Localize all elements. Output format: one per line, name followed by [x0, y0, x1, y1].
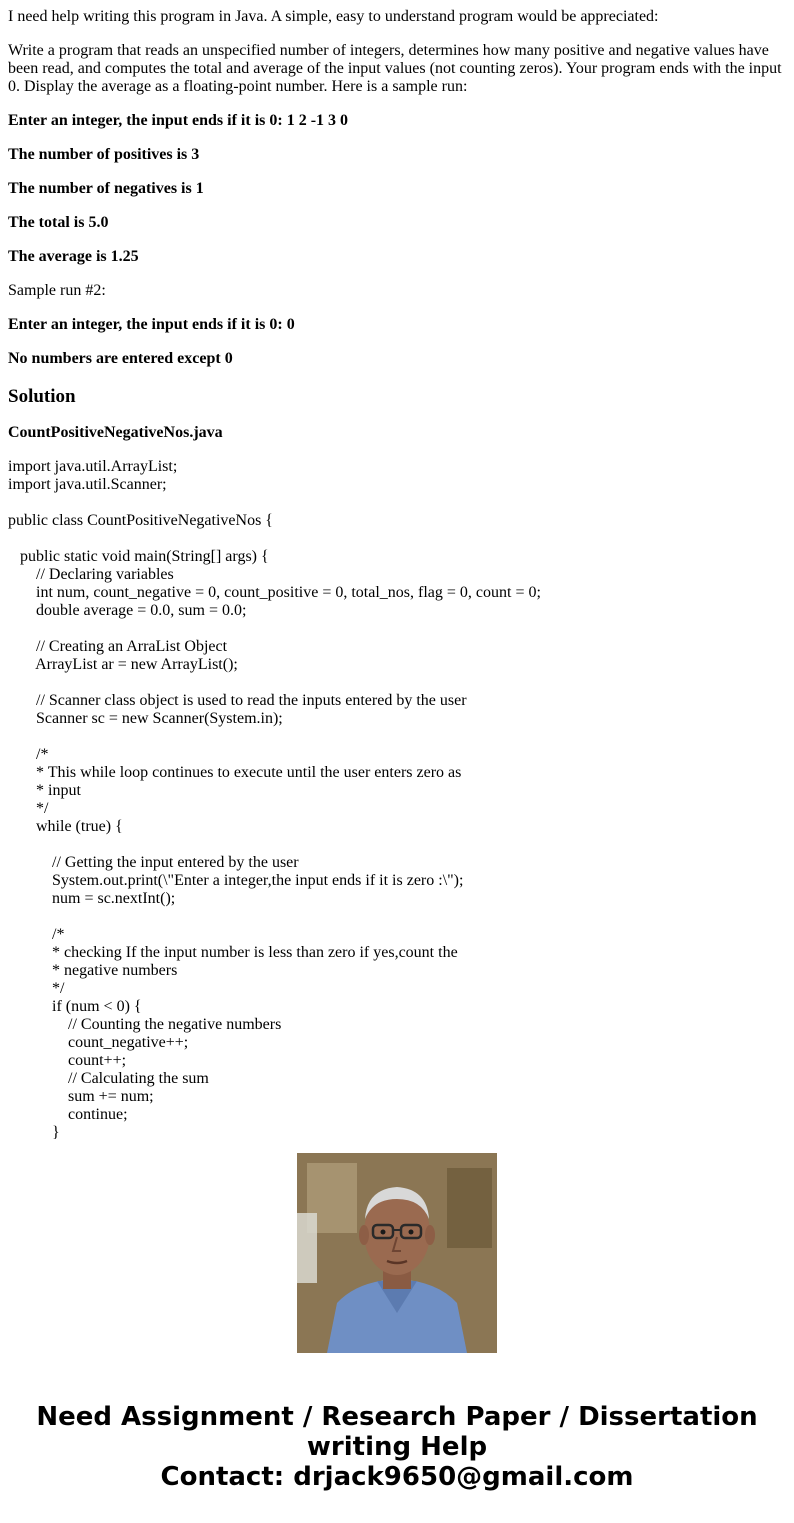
code-line: // Declaring variables [8, 566, 174, 583]
code-line: num = sc.nextInt(); [8, 890, 176, 907]
code-line: * checking If the input number is less than zero if yes,count the [8, 944, 458, 961]
code-line: // Counting the negative numbers [8, 1016, 282, 1033]
code-line: */ [8, 980, 65, 997]
code-line: continue; [8, 1106, 128, 1123]
code-line [8, 620, 786, 638]
sample1-line: The number of positives is 3 [8, 146, 200, 163]
document-body [8, 8, 786, 1141]
code-block [8, 458, 786, 1141]
footer-line: writing Help [306, 1432, 488, 1462]
code-line: */ [8, 800, 49, 817]
code-line: if (num < 0) { [8, 998, 142, 1015]
code-line: * negative numbers [8, 962, 178, 979]
sample2-line: Enter an integer, the input ends if it is 0: 0 [8, 316, 295, 333]
footer-contact: Contact: drjack9650@gmail.com [160, 1462, 634, 1492]
code-line: /* [8, 746, 49, 763]
code-line: ArrayList ar = new ArrayList(); [8, 656, 238, 673]
sample2-line: No numbers are entered except 0 [8, 350, 233, 367]
code-line: while (true) { [8, 818, 123, 835]
code-line: double average = 0.0, sum = 0.0; [8, 602, 247, 619]
footer-line: Need Assignment / Research Paper / Dissertation [36, 1402, 758, 1432]
code-line [8, 728, 786, 746]
code-line: public static void main(String[] args) { [8, 548, 269, 565]
question-intro: I need help writing this program in Java. A simple, easy to understand program would be appreciated: [8, 8, 659, 25]
code-line [8, 908, 786, 926]
code-line: Scanner sc = new Scanner(System.in); [8, 710, 283, 727]
code-line [8, 494, 786, 512]
sample1-line: The total is 5.0 [8, 214, 109, 231]
footer-banner [0, 1402, 794, 1492]
code-line: import java.util.Scanner; [8, 476, 167, 493]
solution-filename: CountPositiveNegativeNos.java [8, 424, 223, 441]
sample1-line: The number of negatives is 1 [8, 180, 204, 197]
question-description: Write a program that reads an unspecified number of integers, determines how many positive and negative values have been read, and computes the total and average of the input values (not counting zeros). Your program ends with the input 0. Display the average as a floating-point number. Here is a sample run: [8, 42, 782, 95]
code-line: * This while loop continues to execute until the user enters zero as [8, 764, 462, 781]
solution-heading: Solution [8, 386, 76, 407]
code-line [8, 530, 786, 548]
code-line: // Getting the input entered by the user [8, 854, 299, 871]
code-line: count_negative++; [8, 1034, 189, 1051]
code-line: // Scanner class object is used to read the inputs entered by the user [8, 692, 467, 709]
code-line: public class CountPositiveNegativeNos { [8, 512, 273, 529]
code-line: // Calculating the sum [8, 1070, 209, 1087]
code-line: import java.util.ArrayList; [8, 458, 178, 475]
sample1-line: The average is 1.25 [8, 248, 139, 265]
author-avatar [297, 1153, 497, 1353]
sample1-line: Enter an integer, the input ends if it is 0: 1 2 -1 3 0 [8, 112, 349, 129]
code-line: count++; [8, 1052, 127, 1069]
code-line: int num, count_negative = 0, count_positive = 0, total_nos, flag = 0, count = 0; [8, 584, 541, 601]
code-line [8, 674, 786, 692]
code-line: sum += num; [8, 1088, 154, 1105]
code-line: /* [8, 926, 65, 943]
code-line: * input [8, 782, 81, 799]
code-line [8, 836, 786, 854]
person-photo-icon [297, 1153, 497, 1353]
code-line: } [8, 1124, 60, 1141]
code-line: System.out.print(\"Enter a integer,the input ends if it is zero :\"); [8, 872, 464, 889]
code-line: // Creating an ArraList Object [8, 638, 228, 655]
sample2-label: Sample run #2: [8, 282, 106, 299]
